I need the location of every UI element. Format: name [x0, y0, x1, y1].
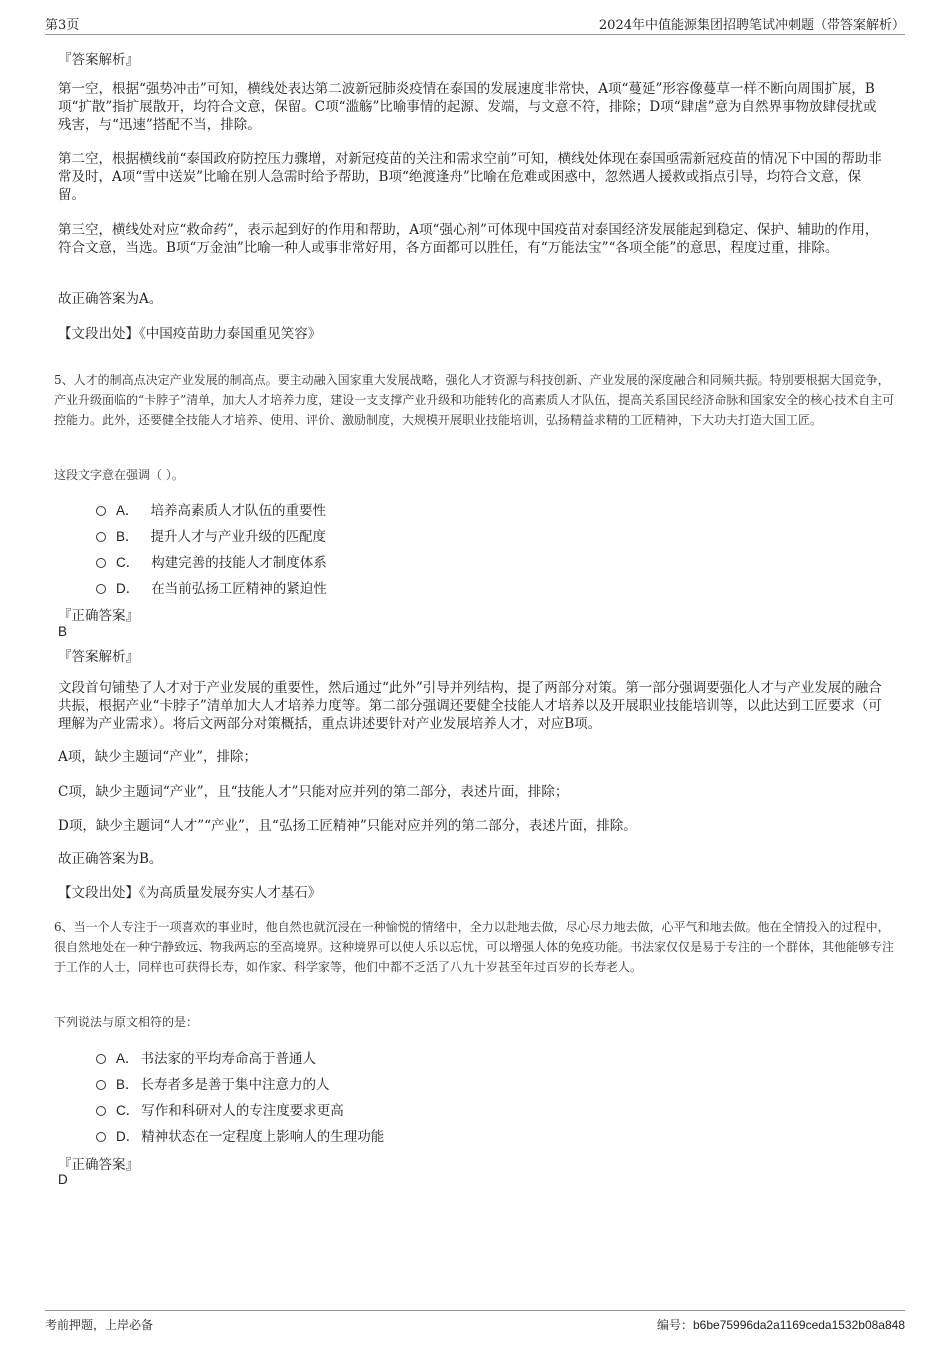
option-d[interactable]: D． 在当前弘扬工匠精神的紧迫性	[96, 577, 327, 597]
correct-answer-label: 『正确答案』	[58, 1157, 139, 1173]
correct-answer-label: 『正确答案』	[58, 608, 139, 624]
option-note-a: A项，缺少主题词“产业”，排除；	[58, 749, 258, 765]
radio-icon[interactable]	[96, 558, 106, 568]
option-note-c: C项，缺少主题词“产业”，且“技能人才”只能对应并列的第二部分，表述片面，排除；	[58, 784, 569, 800]
analysis-paragraph: 第二空，根据横线前“泰国政府防控压力骤增，对新冠疫苗的关注和需求空前”可知，横线处体现在泰国亟需新冠疫苗的情况下中国的帮助非常及时，A项“雪中送炭”比喻在别人急需时给予帮助，B项“绝渡逢舟”比喻在危难或困惑中，忽然遇人援救或指点引导，均符合文意，保留。	[58, 151, 882, 203]
option-note-d: D项，缺少主题词“人才”“产业”，且“弘扬工匠精神”只能对应并列的第二部分，表述片面，排除。	[58, 818, 637, 834]
correct-answer: B	[58, 624, 68, 639]
page-header	[45, 14, 905, 35]
radio-icon[interactable]	[96, 1054, 106, 1064]
radio-icon[interactable]	[96, 584, 106, 594]
radio-icon[interactable]	[96, 532, 106, 542]
conclusion: 故正确答案为B。	[58, 851, 163, 867]
document-title: 2024年中值能源集团招聘笔试冲刺题（带答案解析）	[598, 18, 905, 33]
correct-answer: D	[58, 1172, 68, 1187]
option-a[interactable]: A． 书法家的平均寿命高于普通人	[96, 1047, 316, 1067]
radio-icon[interactable]	[96, 506, 106, 516]
option-b[interactable]: B． 长寿者多是善于集中注意力的人	[96, 1073, 330, 1093]
radio-icon[interactable]	[96, 1106, 106, 1116]
radio-icon[interactable]	[96, 1080, 106, 1090]
option-c[interactable]: C． 写作和科研对人的专注度要求更高	[96, 1099, 344, 1119]
option-d[interactable]: D． 精神状态在一定程度上影响人的生理功能	[96, 1125, 384, 1145]
option-c[interactable]: C． 构建完善的技能人才制度体系	[96, 551, 327, 571]
question-text: 5、人才的制高点决定产业发展的制高点。要主动融入国家重大发展战略，强化人才资源与科技创新、产业发展的深度融合和同频共振。特别要根据大国竞争，产业升级面临的“卡脖子”清单，加大人才培养力度，建设一支支撑产业升级和功能转化的高素质人才队伍，提高关系国民经济命脉和国家安全的核心技术自主可控能力。此外，还要健全技能人才培养、使用、评价、激励制度，大规模开展职业技能培训，弘扬精益求精的工匠精神，下大功夫打造大国工匠。	[54, 373, 895, 427]
source-citation: 【文段出处】《中国疫苗助力泰国重见笑容》	[58, 326, 322, 342]
analysis-paragraph: 文段首句铺垫了人才对于产业发展的重要性，然后通过“此外”引导并列结构，提了两部分对策。第一部分强调要强化人才与产业发展的融合共振，根据产业“卡脖子”清单加大人才培养力度等。第二部分强调还要健全技能人才培养以及开展职业技能培训等，以此达到工匠要求（可理解为产业需求）。将后文两部分对策概括，重点讲述要针对产业发展培养人才，对应B项。	[58, 680, 882, 732]
option-a[interactable]: A． 培养高素质人才队伍的重要性	[96, 499, 326, 519]
question-prompt: 下列说法与原文相符的是：	[54, 1015, 199, 1029]
analysis-paragraph: 第一空，根据“强势冲击”可知，横线处表达第二波新冠肺炎疫情在泰国的发展速度非常快，A项“蔓延”形容像蔓草一样不断向周围扩展，B项“扩散”指扩展散开，均符合文意，保留。C项“滥觞”比喻事情的起源、发端，与文意不符，排除；D项“肆虐”意为自然界事物放肆侵扰或残害，与“迅速”搭配不当，排除。	[58, 81, 877, 133]
conclusion: 故正确答案为A。	[58, 291, 163, 307]
footer-slogan: 考前押题，上岸必备	[45, 1318, 154, 1332]
question-text: 6、当一个人专注于一项喜欢的事业时，他自然也就沉浸在一种愉悦的情绪中，全力以赴地去做，尽心尽力地去做，心平气和地去做。他在全情投入的过程中，很自然地处在一种宁静致远、物我两忘的至高境界。这种境界可以使人乐以忘忧，可以增强人体的免疫功能。书法家仅仅是易于专注的一个群体，其他能够专注于工作的人士，同样也可获得长寿，如作家、科学家等，他们中都不乏活了八九十岁甚至年过百岁的长寿老人。	[54, 920, 895, 974]
analysis-paragraph: 第三空，横线处对应“救命药”，表示起到好的作用和帮助，A项“强心剂”可体现中国疫苗对泰国经济发展能起到稳定、保护、辅助的作用，符合文意，当选。B项“万金油”比喻一种人或事非常好用，各方面都可以胜任，有“万能法宝”“各项全能”的意思，程度过重，排除。	[58, 222, 879, 256]
option-b[interactable]: B． 提升人才与产业升级的匹配度	[96, 525, 326, 545]
radio-icon[interactable]	[96, 1132, 106, 1142]
analysis-label: 『答案解析』	[58, 52, 139, 68]
document-code: 编号：b6be75996da2a1169ceda1532b08a848	[656, 1318, 905, 1332]
page-footer	[45, 1310, 905, 1337]
question-prompt: 这段文字意在强调（ ）。	[54, 468, 184, 482]
source-citation: 【文段出处】《为高质量发展夯实人才基石》	[58, 885, 322, 901]
page-number: 第3页	[45, 18, 80, 33]
analysis-label: 『答案解析』	[58, 649, 139, 665]
